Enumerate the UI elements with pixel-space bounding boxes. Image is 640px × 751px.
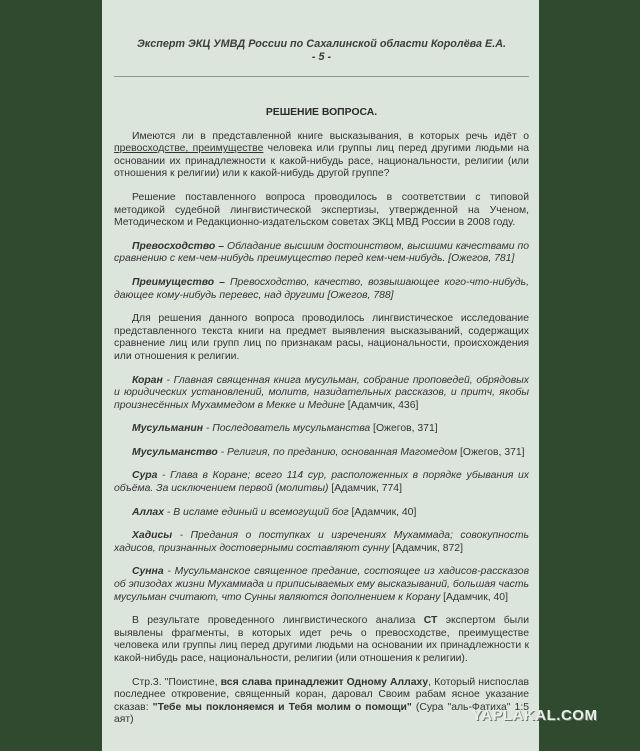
definition-term: Мусульманин <box>132 423 203 435</box>
definition-term: Мусульманство <box>132 446 218 458</box>
document-page <box>102 0 539 751</box>
definition-text: Обладание высшим достоинством, высшими качествами по сравнению с кем-чем-нибудь преимущество перед кем-чем-нибудь. [Ожегов, 781] <box>114 240 529 265</box>
definition-term: Сунна <box>132 566 164 578</box>
analysis-paragraph: Для решения данного вопроса проводилось лингвистическое исследование представленного текста книги на предмет выявления высказываний, содержащих сравнение лиц или групп лиц по признакам расы, национальности, происхождения или отношения к религии. <box>114 313 529 362</box>
expert-line: Эксперт ЭКЦ УМВД России по Сахалинской области Королёва Е.А. <box>137 38 506 50</box>
definitions-group-1 <box>114 241 529 302</box>
question-paragraph: Имеются ли в представленной книге высказывания, в которых речь идёт о превосходстве, преимуществе человека или группы лиц перед другими людьми на основании их принадлежности к какой-нибудь расе, национальности, религии (или отношения к религии) или к какой-нибудь другой группе? <box>114 130 529 180</box>
definition-entry <box>114 507 529 520</box>
definition-entry <box>114 241 529 266</box>
definition-text: - Глава в Коране; всего 114 сур, расположенных в порядке убывания их объёма. За исключением первой (молитвы) <box>114 470 529 495</box>
quote-paragraph: Стр.3. "Поистине, вся слава принадлежит Одному Аллаху, Который ниспослав последнее откровение, священный коран, даровал Своим рабам ясное указание сказав: "Тебе мы поклоняемся и Тебя молим о помощи" (Сура "аль-Фатиха" 1:5 аят) <box>114 676 530 726</box>
definition-text: - Последователь мусульманства <box>202 423 371 435</box>
definition-entry <box>114 566 529 604</box>
definition-entry <box>114 530 529 555</box>
definition-entry <box>114 423 529 436</box>
definition-term: Преимущество – <box>132 276 225 288</box>
definition-text: - Мусульманское священное предание, состоящее из хадисов-рассказов об эпизодах жизни Мухаммада и приписываемых ему высказываний, большая часть мусульман считают, что Сунны являются дополнением к Корану <box>114 566 529 603</box>
definition-term: Хадисы <box>132 530 173 542</box>
definition-entry <box>114 447 529 460</box>
definition-entry <box>114 277 529 302</box>
definition-source: [Адамчик, 436] <box>344 399 419 411</box>
definition-source: [Адамчик, 40] <box>348 506 417 518</box>
definition-entry <box>114 375 529 413</box>
site-watermark: YAPLAKAL.COM <box>472 707 598 724</box>
definition-term: Сура <box>132 470 158 482</box>
underlined-terms: превосходстве, преимуществе <box>114 143 264 155</box>
definition-text: - Религия, по преданию, основанная Магомедом <box>217 446 458 458</box>
definition-source: [Адамчик, 774] <box>328 483 402 495</box>
page-number: - 5 - <box>311 51 332 63</box>
method-paragraph: Решение поставленного вопроса проводилось в соответствии с типовой методикой судебной лингвистической экспертизы, утвержденной на Ученом, Методическом и Редакционно-издательском советах ЭКЦ МВД России в 2008 году. <box>114 191 529 229</box>
definition-source: [Адамчик, 40] <box>440 591 508 603</box>
definition-entry <box>114 470 529 495</box>
definition-source: [Ожегов, 371] <box>457 446 525 458</box>
document-header <box>114 38 529 64</box>
definition-text: - В исламе единый и всемогущий бог <box>164 506 349 518</box>
definition-text: - Предания о поступках и изречениях Мухаммада; совокупность хадисов, признанных достоверными составляют сунну <box>114 530 529 554</box>
header-divider <box>114 76 529 77</box>
definition-term: Коран <box>132 374 163 386</box>
definition-source: [Адамчик, 872] <box>389 542 463 554</box>
definitions-group-2 <box>114 375 529 605</box>
definition-term: Превосходство – <box>132 240 225 252</box>
definition-term: Аллах <box>132 506 164 518</box>
definition-source: [Ожегов, 371] <box>370 423 438 435</box>
result-paragraph: В результате проведенного лингвистического анализа СТ экспертом были выявлены фрагменты, в которых идет речь о превосходстве, преимуществе человека или группы лиц перед другими людьми на основании их принадлежности к какой-нибудь расе, национальности, религии (или отношения к религии). <box>114 615 529 664</box>
definition-text: - Главная священная книга мусульман, собрание проповедей, обрядовых и юридических установлений, молитв, назидательных рассказов, и притч, якобы произнесённых Мухаммедом в Мекке и Медине <box>114 374 529 411</box>
section-title: РЕШЕНИЕ ВОПРОСА. <box>265 107 378 118</box>
definition-text: Превосходство, качество, возвышающее кого-что-нибудь, дающее кому-нибудь перевес, над другими [Ожегов, 788] <box>114 276 529 301</box>
